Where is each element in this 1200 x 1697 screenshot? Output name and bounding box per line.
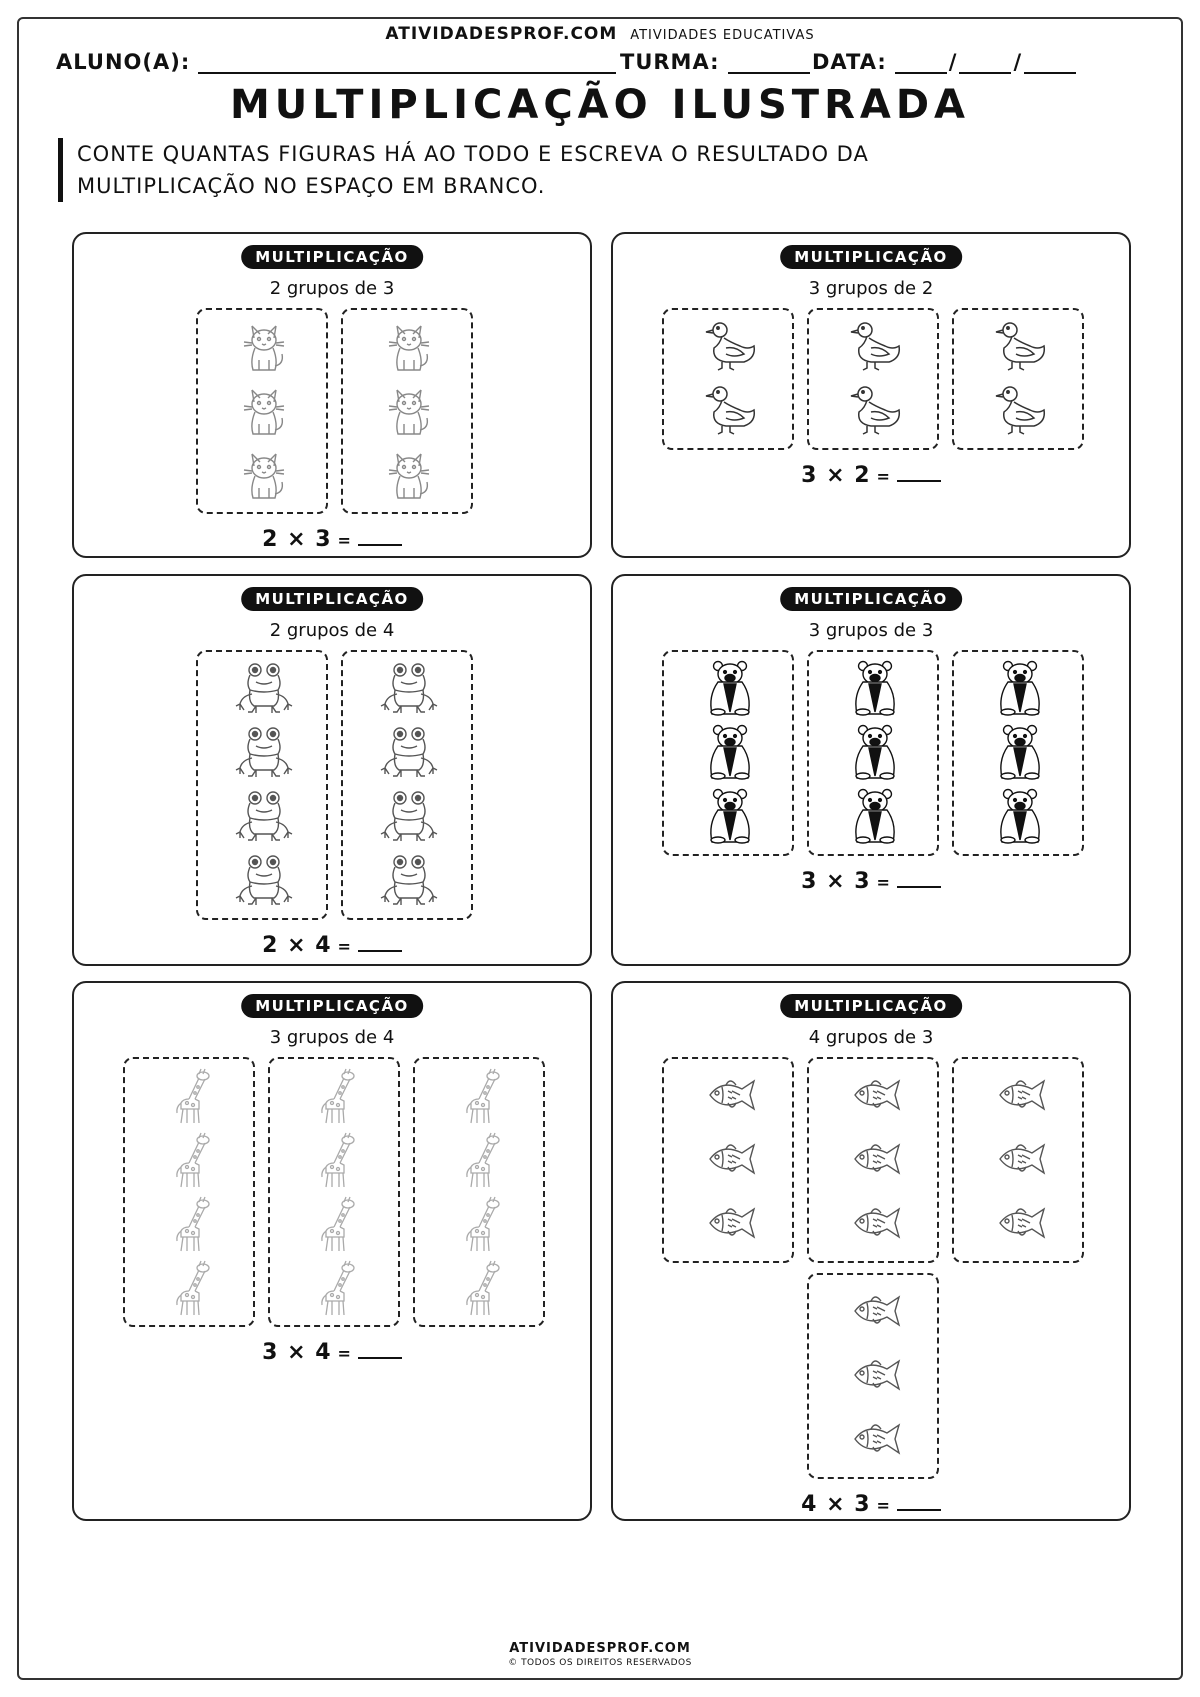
times-sign: × [287,527,307,552]
giraffe-icon [161,1257,221,1317]
factor-a: 2 [262,527,279,552]
fish-icon [990,1129,1050,1189]
fish-icon [845,1345,905,1405]
giraffe-icon [161,1193,221,1253]
multiplication-equation [613,462,1129,488]
cat-icon [379,316,439,376]
figure-group [807,1057,939,1263]
giraffe-icon [306,1065,366,1125]
equals-sign: = [337,1344,352,1363]
exercise-badge: MULTIPLICAÇÃO [780,587,962,611]
figure-group [341,650,473,920]
bear-icon [845,722,905,782]
multiplication-equation [613,1491,1129,1517]
giraffe-icon [306,1193,366,1253]
multiplication-equation [74,932,590,958]
exercise-subtitle: 4 grupos de 3 [808,1027,934,1048]
exercise-card [72,574,592,966]
equals-sign: = [337,531,352,550]
times-sign: × [287,933,307,958]
figure-group [807,1273,939,1479]
figure-group [662,308,794,450]
exercise-card [611,981,1131,1521]
giraffe-icon [161,1065,221,1125]
equals-sign: = [337,937,352,956]
factor-a: 3 [262,1340,279,1365]
footer-site: ATIVIDADESPROF.COM [509,1641,691,1656]
exercise-badge: MULTIPLICAÇÃO [241,994,423,1018]
answer-blank[interactable] [897,1491,941,1511]
equals-sign: = [876,873,891,892]
fish-icon [700,1193,760,1253]
frog-icon [379,658,439,718]
duck-icon [990,316,1050,376]
figure-group [662,650,794,856]
figure-group [662,1057,794,1263]
times-sign: × [287,1340,307,1365]
cat-icon [234,444,294,504]
fish-icon [990,1065,1050,1125]
figure-group [268,1057,400,1327]
exercise-card [611,574,1131,966]
student-label: ALUNO(A): [56,50,191,74]
fish-icon [700,1065,760,1125]
bear-icon [990,722,1050,782]
date-field[interactable] [812,50,1076,74]
figure-group [341,308,473,514]
exercise-card [72,232,592,558]
giraffe-icon [306,1257,366,1317]
factor-a: 2 [262,933,279,958]
frog-icon [234,658,294,718]
date-blank-month[interactable] [959,50,1011,74]
footer-rights: © TODOS OS DIREITOS RESERVADOS [508,1658,692,1668]
exercise-card [611,232,1131,558]
duck-icon [845,380,905,440]
date-separator: / [948,50,958,74]
site-tagline: ATIVIDADES EDUCATIVAS [630,28,815,43]
giraffe-icon [451,1129,511,1189]
duck-icon [845,316,905,376]
fish-icon [845,1065,905,1125]
date-blank-year[interactable] [1024,50,1076,74]
frog-icon [379,850,439,910]
exercise-card [72,981,592,1521]
giraffe-icon [451,1065,511,1125]
fish-icon [845,1193,905,1253]
factor-a: 3 [801,463,818,488]
figure-group [952,650,1084,856]
page-title: MULTIPLICAÇÃO ILUSTRADA [230,82,970,128]
exercise-subtitle: 2 grupos de 4 [269,620,395,641]
instruction-line: CONTE QUANTAS FIGURAS HÁ AO TODO E ESCREVA O RESULTADO DA [77,142,869,166]
duck-icon [990,380,1050,440]
exercise-badge: MULTIPLICAÇÃO [780,994,962,1018]
answer-blank[interactable] [358,526,402,546]
fish-icon [845,1281,905,1341]
figure-group [196,308,328,514]
exercise-badge: MULTIPLICAÇÃO [241,245,423,269]
duck-icon [700,316,760,376]
frog-icon [234,722,294,782]
giraffe-icon [451,1257,511,1317]
cat-icon [379,444,439,504]
times-sign: × [826,869,846,894]
site-header [0,24,1200,44]
cat-icon [379,380,439,440]
class-line[interactable] [728,50,810,74]
multiplication-equation [613,868,1129,894]
class-field[interactable] [620,50,810,74]
student-field[interactable] [56,50,616,74]
giraffe-icon [306,1129,366,1189]
factor-b: 4 [315,1340,332,1365]
factor-a: 3 [801,869,818,894]
multiplication-equation [74,1339,590,1365]
giraffe-icon [161,1129,221,1189]
factor-a: 4 [801,1492,818,1517]
bear-icon [845,658,905,718]
bear-icon [990,658,1050,718]
factor-b: 3 [315,527,332,552]
instructions [58,138,977,202]
exercise-subtitle: 3 grupos de 3 [808,620,934,641]
exercise-subtitle: 2 grupos de 3 [269,278,395,299]
bear-icon [700,786,760,846]
frog-icon [234,850,294,910]
fish-icon [700,1129,760,1189]
factor-b: 3 [854,869,871,894]
bear-icon [700,722,760,782]
times-sign: × [826,463,846,488]
figure-group [123,1057,255,1327]
factor-b: 3 [854,1492,871,1517]
bear-icon [700,658,760,718]
factor-b: 2 [854,463,871,488]
answer-blank[interactable] [897,462,941,482]
figure-group [807,650,939,856]
bear-icon [990,786,1050,846]
date-separator: / [1013,50,1023,74]
frog-icon [379,722,439,782]
figure-group [952,308,1084,450]
times-sign: × [826,1492,846,1517]
fish-icon [845,1129,905,1189]
date-blank-day[interactable] [895,50,947,74]
duck-icon [700,380,760,440]
multiplication-equation [74,526,590,552]
figure-group [952,1057,1084,1263]
figure-group [413,1057,545,1327]
fish-icon [845,1409,905,1469]
equals-sign: = [876,1496,891,1515]
answer-blank[interactable] [897,868,941,888]
student-name-line[interactable] [198,50,616,74]
class-label: TURMA: [620,50,720,74]
cat-icon [234,316,294,376]
exercise-badge: MULTIPLICAÇÃO [780,245,962,269]
fish-icon [990,1193,1050,1253]
exercise-badge: MULTIPLICAÇÃO [241,587,423,611]
bear-icon [845,786,905,846]
exercise-subtitle: 3 grupos de 2 [808,278,934,299]
student-info-fields [56,50,1148,80]
factor-b: 4 [315,933,332,958]
date-label: DATA: [812,50,887,74]
exercise-subtitle: 3 grupos de 4 [269,1027,395,1048]
footer [0,1642,1200,1670]
cat-icon [234,380,294,440]
instruction-line: MULTIPLICAÇÃO NO ESPAÇO EM BRANCO. [77,174,546,198]
frog-icon [379,786,439,846]
giraffe-icon [451,1193,511,1253]
answer-blank[interactable] [358,932,402,952]
figure-group [196,650,328,920]
figure-group [807,308,939,450]
site-name: ATIVIDADESPROF.COM [385,24,618,44]
answer-blank[interactable] [358,1339,402,1359]
frog-icon [234,786,294,846]
equals-sign: = [876,467,891,486]
